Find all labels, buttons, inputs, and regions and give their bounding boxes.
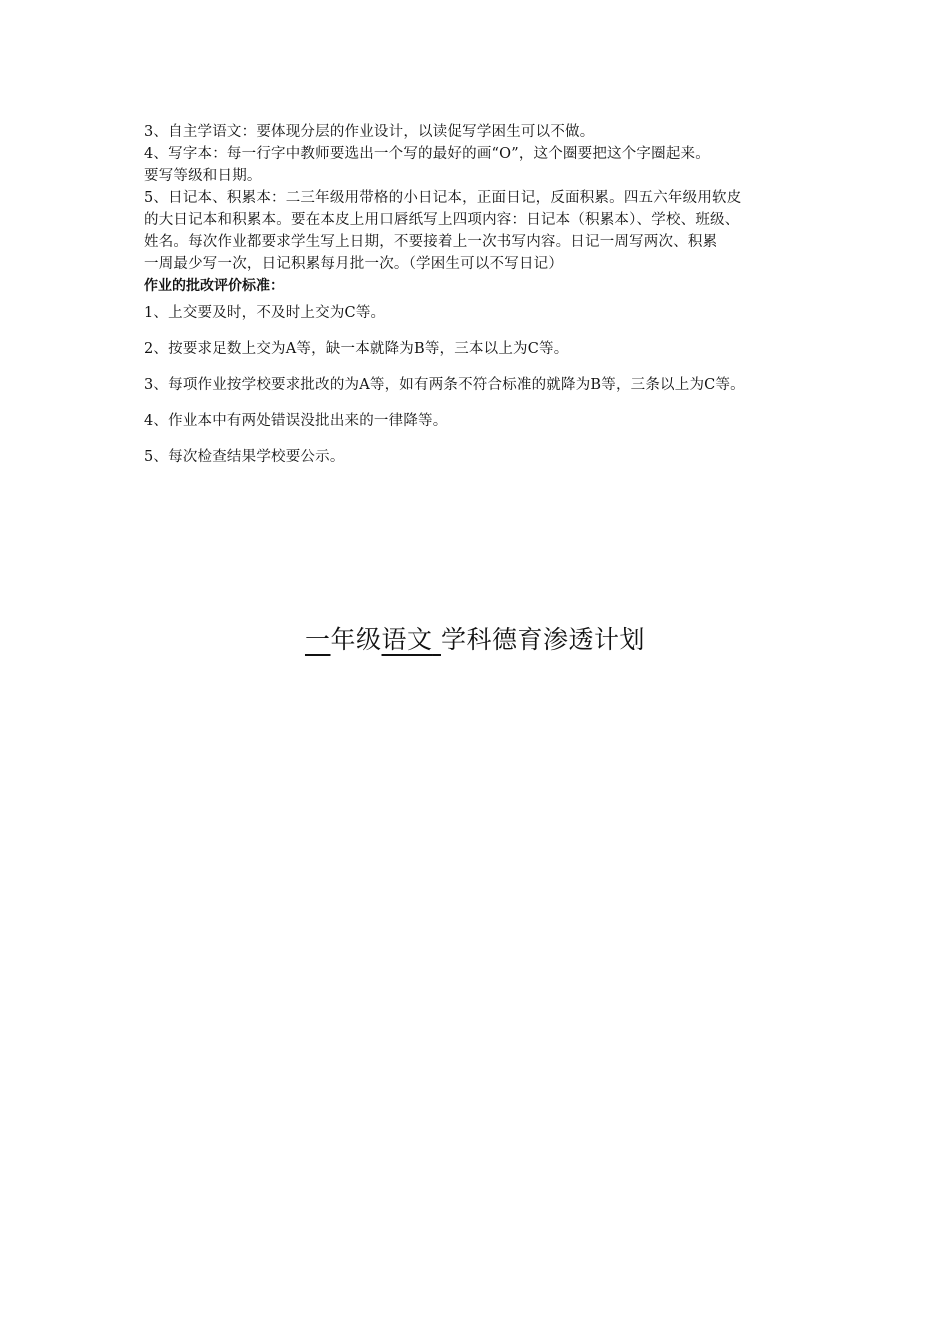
requirement-line-1: 3、自主学语文：要体现分层的作业设计，以读促写学困生可以不做。 [144, 124, 595, 140]
title-grade-number: 一 [304, 625, 331, 654]
document-body [144, 121, 824, 482]
requirement-line-7: 一周最少写一次，日记积累每月批一次。（学困生可以不写日记） [144, 256, 564, 272]
criteria-item-5: 5、每次检查结果学校要公示。 [144, 449, 345, 465]
plan-title [0, 620, 950, 660]
criteria-item-1: 1、上交要及时，不及时上交为C等。 [144, 305, 386, 321]
requirement-line-5: 的大日记本和积累本。要在本皮上用口唇纸写上四项内容：日记本（积累本）、学校、班级、 [144, 212, 740, 228]
title-subject-blank [433, 625, 441, 654]
requirement-line-2: 4、写字本：每一行字中教师要选出一个写的最好的画“O”，这个圈要把这个字圈起来。 [144, 146, 710, 162]
criteria-item-2: 2、按要求足数上交为A等，缺一本就降为B等，三本以上为C等。 [144, 341, 569, 357]
requirement-line-3: 要写等级和日期。 [144, 168, 262, 184]
requirement-line-4: 5、日记本、积累本：二三年级用带格的小日记本，正面日记，反面积累。四五六年级用软皮 [144, 190, 742, 206]
title-subject: 语文 [381, 625, 433, 654]
requirement-line-6: 姓名。每次作业都要求学生写上日期，不要接着上一次书写内容。日记一周写两次、积累 [144, 234, 718, 250]
title-plan-name: 学科德育渗透计划 [440, 625, 645, 654]
criteria-item-4: 4、作业本中有两处错误没批出来的一律降等。 [144, 413, 448, 429]
criteria-list [144, 302, 824, 468]
criteria-heading: 作业的批改评价标准： [144, 278, 284, 294]
criteria-item-3: 3、每项作业按学校要求批改的为A等，如有两条不符合标准的就降为B等，三条以上为C等。 [144, 377, 745, 393]
title-grade-suffix: 年级 [330, 625, 382, 654]
